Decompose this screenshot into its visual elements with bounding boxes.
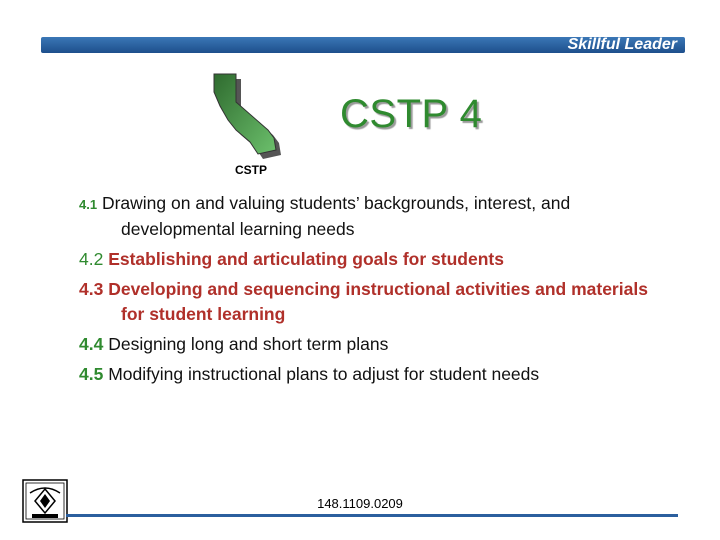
standards-list <box>79 191 669 392</box>
footer-rule <box>66 514 678 517</box>
item-text: Establishing and articulating goals for students <box>108 249 504 269</box>
item-text: Drawing on and valuing students’ backgrounds, interest, and developmental learning needs <box>101 193 571 239</box>
page-title: CSTP 4 <box>340 92 483 136</box>
item-number: 4.2 <box>79 249 104 269</box>
list-item <box>79 191 669 242</box>
california-map-icon <box>208 70 300 162</box>
list-item <box>79 277 669 327</box>
list-item <box>79 362 669 387</box>
brand-label: Skillful Leader <box>567 36 677 53</box>
header-bar <box>41 37 685 53</box>
list-item <box>79 247 669 272</box>
map-label: CSTP <box>235 163 268 177</box>
list-item <box>79 332 669 357</box>
item-text: Modifying instructional plans to adjust for student needs <box>108 364 540 384</box>
item-text: Developing and sequencing instructional activities and materials for student learning <box>108 279 648 324</box>
item-number: 4.3 <box>79 279 104 299</box>
item-number: 4.1 <box>79 197 98 212</box>
item-text: Designing long and short term plans <box>108 334 389 354</box>
footer-code: 148.1109.0209 <box>317 496 403 511</box>
item-number: 4.4 <box>79 334 104 354</box>
item-number: 4.5 <box>79 364 104 384</box>
